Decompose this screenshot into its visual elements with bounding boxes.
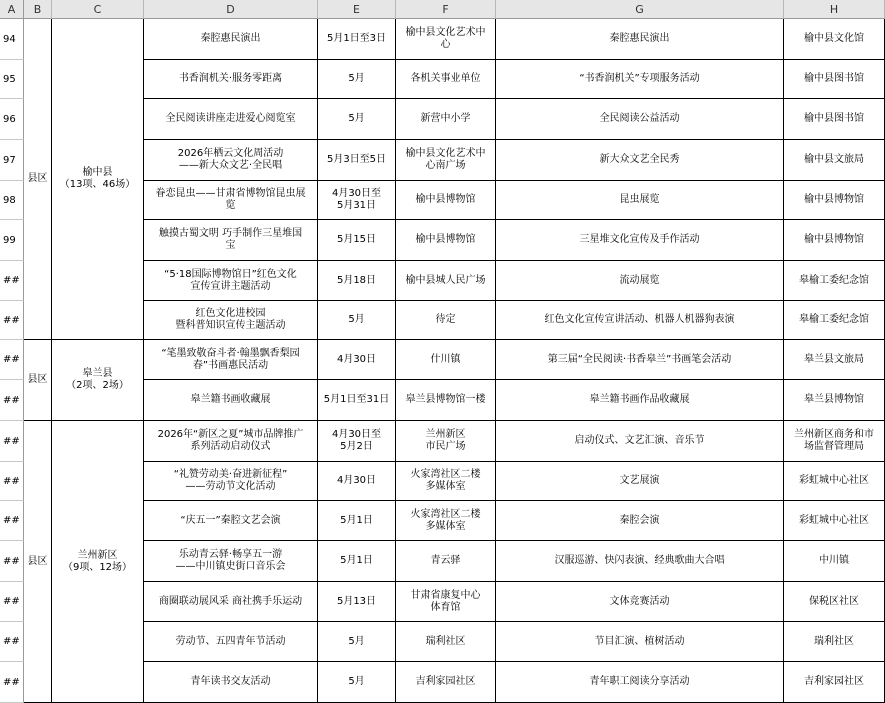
cell-E[interactable]: 5月13日 bbox=[318, 582, 396, 622]
row-number[interactable]: ## bbox=[0, 462, 24, 501]
cell-E[interactable]: 5月1日 bbox=[318, 501, 396, 541]
cell-G[interactable]: 红色文化宣传宣讲活动、机器人机器狗表演 bbox=[496, 301, 784, 340]
cell-F[interactable]: 兰州新区 市民广场 bbox=[396, 421, 496, 462]
cell-F[interactable]: 榆中县博物馆 bbox=[396, 220, 496, 261]
cell-D[interactable]: “5·18国际博物馆日”红色文化 宣传宣讲主题活动 bbox=[144, 261, 318, 301]
cell-F[interactable]: 榆中县博物馆 bbox=[396, 181, 496, 220]
cell-H[interactable]: 榆中县文化馆 bbox=[784, 19, 885, 60]
cell-H[interactable]: 彩虹城中心社区 bbox=[784, 501, 885, 541]
cell-B-group[interactable]: 县区 bbox=[24, 421, 52, 703]
cell-H[interactable]: 彩虹城中心社区 bbox=[784, 462, 885, 501]
cell-C-group[interactable]: 皋兰县 （2项、2场） bbox=[52, 340, 144, 421]
cell-D[interactable]: 乐动青云驿·畅享五一游 ——中川镇史街口音乐会 bbox=[144, 541, 318, 582]
cell-D[interactable]: 青年读书交友活动 bbox=[144, 662, 318, 703]
cell-H[interactable]: 皋兰县文旅局 bbox=[784, 340, 885, 380]
cell-G[interactable]: 文艺展演 bbox=[496, 462, 784, 501]
cell-H[interactable]: 皋榆工委纪念馆 bbox=[784, 261, 885, 301]
cell-D[interactable]: 皋兰籍书画收藏展 bbox=[144, 380, 318, 421]
cell-F[interactable]: 甘肃省康复中心 体育馆 bbox=[396, 582, 496, 622]
cell-D[interactable]: “笔墨致敬奋斗者·翰墨飘香梨园 春”书画惠民活动 bbox=[144, 340, 318, 380]
cell-E[interactable]: 5月 bbox=[318, 662, 396, 703]
cell-E[interactable]: 4月30日至 5月31日 bbox=[318, 181, 396, 220]
row-number[interactable]: ## bbox=[0, 582, 24, 622]
cell-D[interactable]: “庆五一”秦腔文艺会演 bbox=[144, 501, 318, 541]
cell-G[interactable]: 青年职工阅读分享活动 bbox=[496, 662, 784, 703]
cell-F[interactable]: 待定 bbox=[396, 301, 496, 340]
cell-G[interactable]: 第三届“全民阅读·书香皋兰”书画笔会活动 bbox=[496, 340, 784, 380]
row-number[interactable]: ## bbox=[0, 662, 24, 703]
row-number[interactable]: 98 bbox=[0, 181, 24, 220]
column-header-D[interactable]: D bbox=[144, 0, 318, 19]
cell-F[interactable]: 瑞利社区 bbox=[396, 622, 496, 662]
cell-E[interactable]: 5月1日 bbox=[318, 541, 396, 582]
row-number[interactable]: 99 bbox=[0, 220, 24, 261]
cell-G[interactable]: “书香润机关”专项服务活动 bbox=[496, 60, 784, 99]
cell-F[interactable]: 火家湾社区二楼 多媒体室 bbox=[396, 462, 496, 501]
cell-G[interactable]: 全民阅读公益活动 bbox=[496, 99, 784, 140]
cell-G[interactable]: 昆虫展览 bbox=[496, 181, 784, 220]
cell-E[interactable]: 5月 bbox=[318, 99, 396, 140]
row-number[interactable]: ## bbox=[0, 301, 24, 340]
cell-D[interactable]: 红色文化进校园 暨科普知识宣传主题活动 bbox=[144, 301, 318, 340]
cell-B-group[interactable]: 县区 bbox=[24, 19, 52, 340]
cell-G[interactable]: 节目汇演、植树活动 bbox=[496, 622, 784, 662]
cell-E[interactable]: 5月3日至5日 bbox=[318, 140, 396, 181]
cell-D[interactable]: 2026年栖云文化周活动 ——新大众文艺·全民唱 bbox=[144, 140, 318, 181]
cell-H[interactable]: 皋榆工委纪念馆 bbox=[784, 301, 885, 340]
cell-E[interactable]: 5月 bbox=[318, 60, 396, 99]
cell-E[interactable]: 5月18日 bbox=[318, 261, 396, 301]
row-number[interactable]: ## bbox=[0, 261, 24, 301]
cell-F[interactable]: 榆中县文化艺术中 心南广场 bbox=[396, 140, 496, 181]
cell-H[interactable]: 瑞利社区 bbox=[784, 622, 885, 662]
cell-D[interactable]: 劳动节、五四青年节活动 bbox=[144, 622, 318, 662]
cell-D[interactable]: 商圈联动展风采 商社携手乐运动 bbox=[144, 582, 318, 622]
cell-F[interactable]: 各机关事业单位 bbox=[396, 60, 496, 99]
row-number[interactable]: ## bbox=[0, 421, 24, 462]
cell-H[interactable]: 中川镇 bbox=[784, 541, 885, 582]
cell-F[interactable]: 什川镇 bbox=[396, 340, 496, 380]
column-header-E[interactable]: E bbox=[318, 0, 396, 19]
cell-E[interactable]: 4月30日 bbox=[318, 340, 396, 380]
cell-H[interactable]: 兰州新区商务和市 场监督管理局 bbox=[784, 421, 885, 462]
cell-G[interactable]: 启动仪式、文艺汇演、音乐节 bbox=[496, 421, 784, 462]
row-number[interactable]: ## bbox=[0, 340, 24, 380]
cell-D[interactable]: 触摸古蜀文明 巧手制作三星堆国 宝 bbox=[144, 220, 318, 261]
row-number[interactable]: 96 bbox=[0, 99, 24, 140]
cell-E[interactable]: 5月 bbox=[318, 301, 396, 340]
row-number[interactable]: ## bbox=[0, 541, 24, 582]
cell-E[interactable]: 4月30日至 5月2日 bbox=[318, 421, 396, 462]
cell-F[interactable]: 榆中县城人民广场 bbox=[396, 261, 496, 301]
cell-D[interactable]: 书香润机关·服务零距离 bbox=[144, 60, 318, 99]
column-header-F[interactable]: F bbox=[396, 0, 496, 19]
cell-F[interactable]: 新营中小学 bbox=[396, 99, 496, 140]
column-header-H[interactable]: H bbox=[784, 0, 885, 19]
cell-G[interactable]: 文体竞赛活动 bbox=[496, 582, 784, 622]
cell-C-group[interactable]: 兰州新区 （9项、12场） bbox=[52, 421, 144, 703]
cell-H[interactable]: 榆中县文旅局 bbox=[784, 140, 885, 181]
cell-F[interactable]: 吉利家园社区 bbox=[396, 662, 496, 703]
cell-H[interactable]: 吉利家园社区 bbox=[784, 662, 885, 703]
row-number[interactable]: ## bbox=[0, 380, 24, 421]
cell-G[interactable]: 新大众文艺全民秀 bbox=[496, 140, 784, 181]
cell-C-group[interactable]: 榆中县 （13项、46场） bbox=[52, 19, 144, 340]
row-number[interactable]: 95 bbox=[0, 60, 24, 99]
cell-B-group[interactable]: 县区 bbox=[24, 340, 52, 421]
cell-E[interactable]: 5月1日至3日 bbox=[318, 19, 396, 60]
cell-H[interactable]: 榆中县博物馆 bbox=[784, 181, 885, 220]
cell-D[interactable]: 秦腔惠民演出 bbox=[144, 19, 318, 60]
cell-F[interactable]: 青云驿 bbox=[396, 541, 496, 582]
cell-E[interactable]: 4月30日 bbox=[318, 462, 396, 501]
cell-F[interactable]: 火家湾社区二楼 多媒体室 bbox=[396, 501, 496, 541]
column-header-B[interactable]: B bbox=[24, 0, 52, 19]
cell-H[interactable]: 榆中县博物馆 bbox=[784, 220, 885, 261]
cell-E[interactable]: 5月 bbox=[318, 622, 396, 662]
cell-E[interactable]: 5月1日至31日 bbox=[318, 380, 396, 421]
cell-G[interactable]: 汉服巡游、快闪表演、经典歌曲大合唱 bbox=[496, 541, 784, 582]
cell-G[interactable]: 流动展览 bbox=[496, 261, 784, 301]
cell-G[interactable]: 秦腔会演 bbox=[496, 501, 784, 541]
cell-H[interactable]: 皋兰县博物馆 bbox=[784, 380, 885, 421]
cell-G[interactable]: 秦腔惠民演出 bbox=[496, 19, 784, 60]
cell-F[interactable]: 榆中县文化艺术中 心 bbox=[396, 19, 496, 60]
cell-H[interactable]: 榆中县图书馆 bbox=[784, 60, 885, 99]
column-header-C[interactable]: C bbox=[52, 0, 144, 19]
cell-D[interactable]: “礼赞劳动美·奋进新征程” ——劳动节文化活动 bbox=[144, 462, 318, 501]
cell-G[interactable]: 皋兰籍书画作品收藏展 bbox=[496, 380, 784, 421]
row-number[interactable]: 94 bbox=[0, 19, 24, 60]
column-header-A[interactable]: A bbox=[0, 0, 24, 19]
row-number[interactable]: ## bbox=[0, 501, 24, 541]
cell-H[interactable]: 榆中县图书馆 bbox=[784, 99, 885, 140]
cell-D[interactable]: 全民阅读讲座走进爱心阅览室 bbox=[144, 99, 318, 140]
cell-H[interactable]: 保税区社区 bbox=[784, 582, 885, 622]
row-number[interactable]: ## bbox=[0, 622, 24, 662]
column-header-G[interactable]: G bbox=[496, 0, 784, 19]
cell-G[interactable]: 三星堆文化宣传及手作活动 bbox=[496, 220, 784, 261]
cell-E[interactable]: 5月15日 bbox=[318, 220, 396, 261]
cell-D[interactable]: 眷恋昆虫——甘肃省博物馆昆虫展 览 bbox=[144, 181, 318, 220]
cell-F[interactable]: 皋兰县博物馆一楼 bbox=[396, 380, 496, 421]
row-number[interactable]: 97 bbox=[0, 140, 24, 181]
cell-D[interactable]: 2026年“新区之夏”城市品牌推广 系列活动启动仪式 bbox=[144, 421, 318, 462]
